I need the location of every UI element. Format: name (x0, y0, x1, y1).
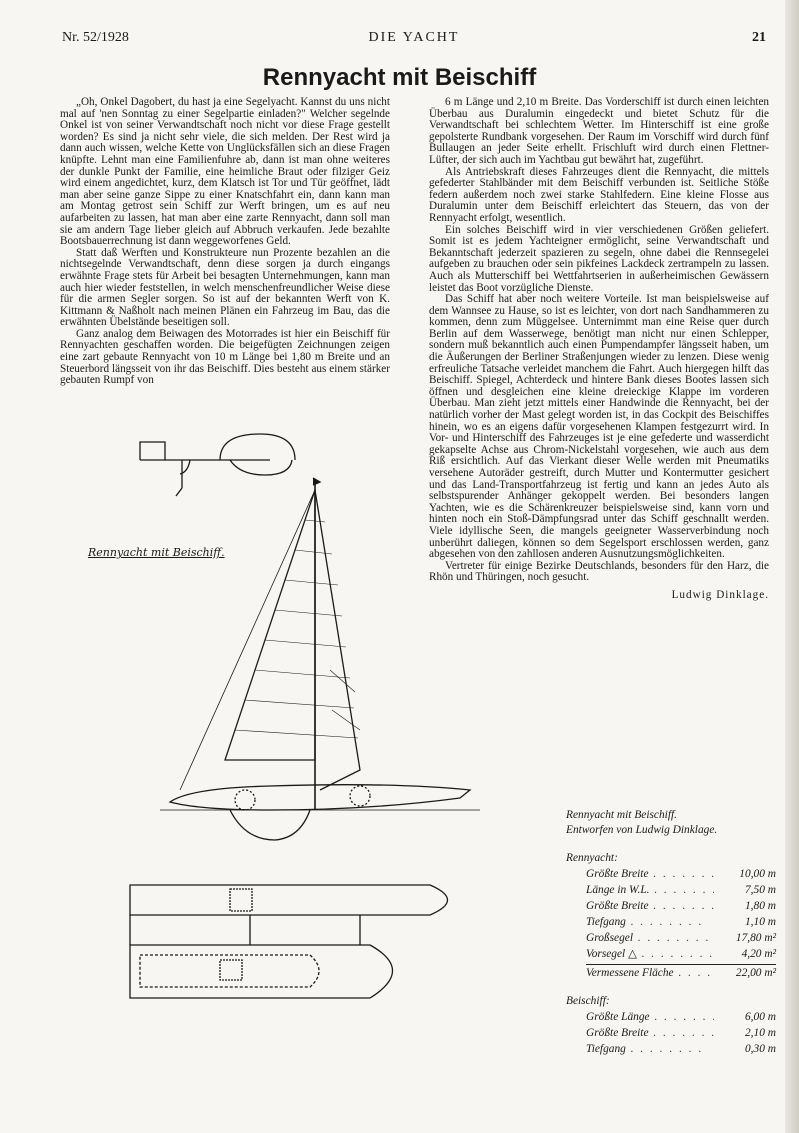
article-title: Rennyacht mit Beischiff (262, 64, 537, 91)
caption-author: Entworfen von Ludwig Dinklage. (566, 824, 718, 836)
hull-plan-view (130, 885, 448, 998)
spec-row: Länge in W.L. . . . 7,50 m (586, 882, 776, 898)
spec-row-total: Vermessene Fläche . . . 22,00 m² (586, 964, 776, 981)
yacht-technical-drawing (70, 430, 490, 1050)
specs-caption (566, 808, 776, 838)
paragraph: Ein solches Beischiff wird in vier verschiedenen Größen geliefert. Somit ist es jedem Yachteigner ermöglicht, seine Verwandtschaft und Bekanntschaft jederzeit spazieren zu segeln, ohne dabei die Rennsegelei aufgeben zu brauchen oder sein pikfeines Lackdeck zertrampeln zu lassen. Auch als Mutterschiff bei Wettfahrtserien in außerheimischen Gewässern leistet das Boot vorzügliche Dienste. (429, 223, 769, 294)
spec-row: Vorsegel △ . . . 4,20 m² (586, 946, 776, 962)
spec-row: Größte Breite . . . 1,80 m (586, 898, 776, 914)
paragraph: Das Schiff hat aber noch weitere Vorteile. Ist man beispielsweise auf dem Wannsee zu Hause, so ist es leichter, von dort nach Sandhammeren zu kommen, denn zum Müggelsee. Unternimmt man eine Reise quer durch Berlin auf dem Wasserwege, benötigt man nicht nur einen Schlepper, sondern muß bekanntlich auch einen Pumpendampfer längsseit haben, um die Äußerungen der Berliner Straßenjungen wieder zu lenzen. Diese wenig erfreuliche Tatsache verleidet manchem die Fahrt. Auch hiergegen hilft das Beischiff. Spiegel, Achterdeck und hintere Bank dieses Bootes lassen sich öffnen und desgleichen eine kleine dreieckige Klappe im vorderen Überbau. Man zieht jetzt mittels einer Handwinde die Rennyacht, bei der natürlich vorher der Mast gelegt worden ist, in das Cockpit des Beischiffes hinein, wo es an eigens dafür vorgesehenen Klampen festgezurrt wird. In Vor- und Hinterschiff des Fahrzeuges ist je eine gefederte und wasserdicht gekapselte Achse aus Chrom-Nickelstahl vorgesehen, wie auch aus dem Riß ersichtlich. Auf das Vierkant dieser Welle werden mit Pneumatiks versehene Autoräder gestreift, durch Mutter und Kontermutter gesichert und das Land-Transportfahrzeug ist fertig und kann an jedes Auto als selbstspurender Anhänger gekoppelt werden. Bei besonders langen Yachten, wie es die Schärenkreuzer beispielsweise sind, kann vorn und hinten noch ein Stoß-Dämpfungsrad unter das Schiff geschnallt werden. Viele idyllische Seen, die mangels geeigneter Wasserverbindung noch unberührt daliegen, können so dem Segelsport erschlossen werden, ganz abgesehen von den zahllosen anderen Ausnutzungsmöglichkeiten. (429, 293, 769, 561)
paragraph: Statt daß Werften und Konstrukteure nun Prozente bezahlen an die nichtsegelnde Verwandtschaft, denn diese sorgen ja durch eingangs erwähnte Frage stets für Arbeit bei besagten Unternehmungen, kann man auch hier wieder feststellen, in welch menschenfreundlicher Weise diese für die armen Segler sorgen. So ist auf der bekannten Werft von K. Kittmann & Naßholt nach meinen Plänen ein Fahrzeug im Bau, das die erwähnten Übelstände beseitigen soll. (60, 246, 390, 329)
spec-row: Größte Länge . . . 6,00 m (586, 1009, 776, 1025)
paragraph: Als Antriebskraft dieses Fahrzeuges dient die Rennyacht, die mittels gefederter Stahlbänder mit dem Beischiff verbunden ist. Seitliche Stöße federn außerdem noch zwei starke Stahlfedern. Eine kleine Flosse aus Duralumin unter dem Beischiff erleichtert das Steuern, das von der Rennyacht erfolgt, wesentlich. (429, 165, 769, 224)
drawing-label: Rennyacht mit Beischiff. (88, 546, 225, 559)
paragraph: 6 m Länge und 2,10 m Breite. Das Vorderschiff ist durch einen leichten Überbau aus Duralumin eingedeckt und bietet Schutz für die Verwandtschaft bei schlechtem Wetter. Im Hinterschiff ist eine große gepolsterte Rundbank vorgesehen. Der Raum im Vorschiff wird durch fünf Bullaugen an jeder Seite erhellt. Frischluft wird durch einen Flettner-Lüfter, der sich auch im Yachtbau gut bewährt hat, zugeführt. (429, 96, 769, 166)
spec-row: Großsegel . . . 17,80 m² (586, 930, 776, 946)
magazine-name: DIE YACHT (368, 30, 460, 45)
paragraph: Ganz analog dem Beiwagen des Motorrades ist hier ein Beischiff für Rennyachten geschaffen worden. Die beigefügten Zeichnungen zeigen eine zart gebaute Rennyacht von 10 m Länge bei 1,80 m Breite und an Steuerbord längsseit von ihr das Beischiff. Dies besteht aus einem stärker gebauten Rumpf von (60, 327, 390, 387)
issue-number: Nr. 52/1928 (62, 30, 129, 45)
spec-row: Größte Breite . . . 10,00 m (586, 866, 776, 882)
spec-row: Tiefgang . . . 1,10 m (586, 914, 776, 930)
caption-title: Rennyacht mit Beischiff. (566, 809, 678, 821)
spec-row: Größte Breite . . . 2,10 m (586, 1025, 776, 1041)
cross-section-drawing (140, 434, 295, 496)
paragraph: Vertreter für einige Bezirke Deutschlands, besonders für den Harz, die Rhön und Thüringen, noch gesucht. (429, 559, 769, 584)
page-number: 21 (752, 30, 766, 45)
beischiff-heading: Beischiff: (566, 995, 610, 1007)
sail-plan (180, 478, 360, 810)
page-edge-shadow (785, 0, 799, 1133)
specifications-table (566, 808, 776, 1057)
article-column-left (60, 97, 390, 387)
paragraph: „Oh, Onkel Dagobert, du hast ja eine Segelyacht. Kannst du uns nicht mal auf 'nen Sonntag zu einer Segelpartie einladen?" Welcher segelnde Onkel ist von seiner Verwandtschaft noch nicht vor diese Frage gestellt worden? Es sind ja nicht sehr viele, die sich melden. Der Rest wird ja dann auch wissen, welche Kette von Unglücksfällen sich an diese Fragen knüpfte. Lehnt man eine Familienfuhre ab, dann ist man ohne weiteres der dunkle Punkt der Familie, eine heimliche Braut oder filziger Geiz wird einem angedichtet, kurz, dem Klatsch ist Tor und Tür geöffnet, lädt man aber seine ganze Sippe zu einer Knatschfahrt ein, dann kann man am Montag getrost sein Schiff zur Werft bringen, um es auf neu aufarbeiten zu lassen, hat man aber eine zarte Rennyacht, dann soll man sie am andern Tage lieber gleich auf Abbruch verkaufen. Jede bezahlte Bootsbauerrechnung ist dann weggeworfenes Geld. (60, 96, 390, 248)
author-signature: Ludwig Dinklage. (671, 588, 769, 601)
yacht-heading: Rennyacht: (566, 852, 618, 864)
hull-side-view (160, 785, 480, 840)
page-header (62, 30, 766, 50)
spec-row: Tiefgang . . . 0,30 m (586, 1041, 776, 1057)
